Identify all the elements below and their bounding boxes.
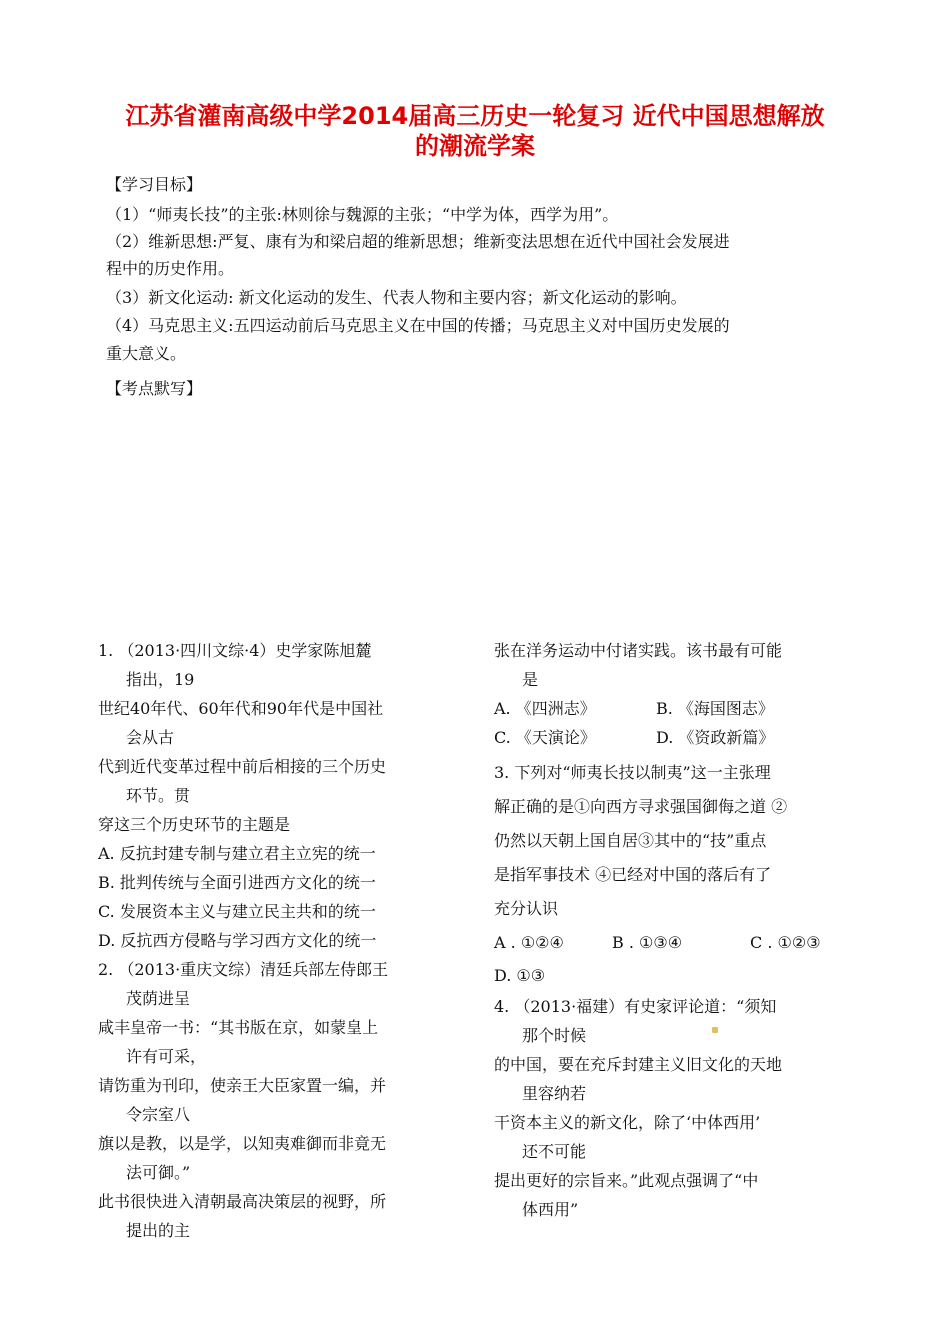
- goal-4-line-2: 重大意义。: [106, 344, 187, 363]
- q2-line: 此书很快进入清朝最高决策层的视野，所: [98, 1192, 387, 1211]
- q1-option-b: B. 批判传统与全面引进西方文化的统一: [98, 873, 376, 892]
- goal-2-line-1: （2）维新思想:严复、康有为和梁启超的维新思想；维新变法思想在近代中国社会发展进: [106, 232, 730, 251]
- q1-option-a: A. 反抗封建专制与建立君主立宪的统一: [98, 844, 376, 863]
- q1-line: 代到近代变革过程中前后相接的三个历史: [98, 757, 387, 776]
- q4-line: 的中国，要在充斥封建主义旧文化的天地: [494, 1055, 783, 1074]
- q2-line: 咸丰皇帝一书：“其书版在京，如蒙皇上: [98, 1018, 379, 1037]
- q4-line: 那个时候: [522, 1026, 587, 1045]
- right-column: [494, 636, 864, 1224]
- q3-line: 解正确的是①向西方寻求强国御侮之道 ②: [494, 797, 788, 816]
- q4-line: 还不可能: [522, 1142, 587, 1161]
- q3-options-row: [494, 926, 864, 960]
- q2-option-c: C. 《天演论》: [494, 728, 596, 747]
- q1-option-c: C. 发展资本主义与建立民主共和的统一: [98, 902, 376, 921]
- q3-line: 是指军事技术 ④已经对中国的落后有了: [494, 865, 772, 884]
- q2-options-row: [494, 694, 864, 723]
- q4-line: 里容纳若: [522, 1084, 587, 1103]
- q1-line: 会从古: [126, 728, 175, 747]
- q3-line: 充分认识: [494, 899, 559, 918]
- q1-line: 穿这三个历史环节的主题是: [98, 815, 291, 834]
- q2-line: 旗以是教，以是学，以知夷难御而非竟无: [98, 1134, 387, 1153]
- q3-option-a: A . ①②④: [494, 933, 564, 952]
- q3-line: 3. 下列对“师夷长技以制夷”这一主张理: [494, 763, 771, 782]
- q2-line: 提出的主: [126, 1221, 191, 1240]
- goal-1: （1）“师夷长技”的主张:林则徐与魏源的主张；“中学为体，西学为用”。: [106, 205, 619, 224]
- q1-line: 世纪40年代、60年代和90年代是中国社: [98, 699, 384, 718]
- title-line-2: 的潮流学案: [415, 132, 535, 160]
- goal-3: （3）新文化运动: 新文化运动的发生、代表人物和主要内容；新文化运动的影响。: [106, 288, 687, 307]
- left-column: [98, 636, 468, 1245]
- q2-line: 令宗室八: [126, 1105, 191, 1124]
- q2-option-a: A. 《四洲志》: [494, 699, 596, 718]
- q2-line: 许有可采，: [126, 1047, 207, 1066]
- q2-line: 2. （2013·重庆文综）清廷兵部左侍郎王: [98, 960, 389, 979]
- q3-option-b: B . ①③④: [612, 933, 683, 952]
- q2-options-row: [494, 723, 864, 752]
- q1-option-d: D. 反抗西方侵略与学习西方文化的统一: [98, 931, 377, 950]
- q4-line: 提出更好的宗旨来。”此观点强调了“中: [494, 1171, 759, 1190]
- q4-line: 体西用”: [522, 1200, 579, 1219]
- q2-line: 茂荫进呈: [126, 989, 191, 1008]
- annotation-mark: [712, 1027, 718, 1033]
- q3-option-d: D. ①③: [494, 966, 546, 985]
- q2-cont-line: 张在洋务运动中付诸实践。该书最有可能: [494, 641, 783, 660]
- q4-line: 干资本主义的新文化，除了‘中体西用’: [494, 1113, 761, 1132]
- title-line-1: 江苏省灌南高级中学2014届高三历史一轮复习 近代中国思想解放: [125, 102, 825, 130]
- goal-2-line-2: 程中的历史作用。: [106, 259, 235, 278]
- q2-line: 请饬重为刊印，使亲王大臣家置一编，并: [98, 1076, 387, 1095]
- q4-line: 4. （2013·福建）有史家评论道：“须知: [494, 997, 777, 1016]
- goal-4-line-1: （4）马克思主义:五四运动前后马克思主义在中国的传播；马克思主义对中国历史发展的: [106, 316, 730, 335]
- q3-option-c: C . ①②③: [750, 933, 821, 952]
- recite-heading: 【考点默写】: [106, 379, 203, 398]
- q2-line: 法可御。”: [126, 1163, 191, 1182]
- q2-option-b: B. 《海国图志》: [656, 699, 774, 718]
- document-title: [95, 101, 855, 161]
- q2-cont-line: 是: [522, 670, 539, 689]
- q2-option-d: D. 《资政新篇》: [656, 728, 775, 747]
- goals-heading: 【学习目标】: [106, 175, 203, 194]
- q1-line: 指出，19: [126, 670, 195, 689]
- q3-line: 仍然以天朝上国自居③其中的“技”重点: [494, 831, 767, 850]
- q1-line: 环节。贯: [126, 786, 191, 805]
- q1-line: 1. （2013·四川文综·4）史学家陈旭麓: [98, 641, 372, 660]
